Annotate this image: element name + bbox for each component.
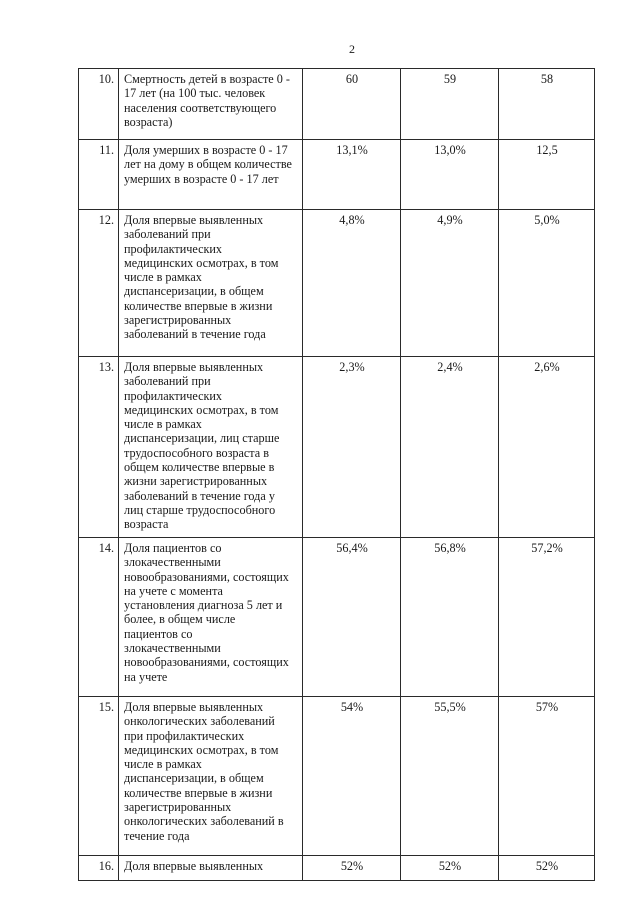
table-row [79, 69, 595, 140]
table-row [79, 538, 595, 697]
page-number: 2 [349, 42, 355, 56]
value-col-1: 60 [303, 69, 401, 140]
row-description: Доля впервые выявленных заболеваний при профилактических медицинских осмотрах, в том числе в рамках диспансеризации, в общем количестве впервые в жизни зарегистрированных заболеваний в течение года [119, 210, 303, 357]
row-description: Смертность детей в возрасте 0 - 17 лет (на 100 тыс. человек населения соответствующего возраста) [119, 69, 303, 140]
row-number: 11. [79, 140, 119, 210]
table-row [79, 140, 595, 210]
value-col-1: 13,1% [303, 140, 401, 210]
table-row [79, 210, 595, 357]
value-col-2: 55,5% [401, 697, 499, 856]
row-description: Доля пациентов со злокачественными новообразованиями, состоящих на учете с момента установления диагноза 5 лет и более, в общем числе пациентов со злокачественными новообразованиями, состоящих на учете [119, 538, 303, 697]
value-col-2: 4,9% [401, 210, 499, 357]
value-col-3: 2,6% [499, 357, 595, 538]
indicators-table [78, 68, 595, 881]
value-col-1: 2,3% [303, 357, 401, 538]
row-number: 16. [79, 856, 119, 881]
value-col-3: 58 [499, 69, 595, 140]
value-col-2: 52% [401, 856, 499, 881]
row-number: 13. [79, 357, 119, 538]
value-col-2: 13,0% [401, 140, 499, 210]
row-number: 14. [79, 538, 119, 697]
row-number: 15. [79, 697, 119, 856]
table-row [79, 856, 595, 881]
value-col-1: 56,4% [303, 538, 401, 697]
table-row [79, 357, 595, 538]
row-description: Доля впервые выявленных [119, 856, 303, 881]
row-description: Доля умерших в возрасте 0 - 17 лет на дому в общем количестве умерших в возрасте 0 - 17 лет [119, 140, 303, 210]
row-description: Доля впервые выявленных заболеваний при профилактических медицинских осмотрах, в том числе в рамках диспансеризации, лиц старше трудоспособного возраста в общем количестве впервые в жизни зарегистрированных заболеваний в течение года у лиц старше трудоспособного возраста [119, 357, 303, 538]
value-col-1: 54% [303, 697, 401, 856]
value-col-2: 56,8% [401, 538, 499, 697]
value-col-1: 52% [303, 856, 401, 881]
value-col-3: 57,2% [499, 538, 595, 697]
value-col-2: 59 [401, 69, 499, 140]
value-col-3: 5,0% [499, 210, 595, 357]
value-col-1: 4,8% [303, 210, 401, 357]
table-row [79, 697, 595, 856]
row-number: 10. [79, 69, 119, 140]
value-col-2: 2,4% [401, 357, 499, 538]
row-description: Доля впервые выявленных онкологических заболеваний при профилактических медицинских осмотрах, в том числе в рамках диспансеризации, в общем количестве впервые в жизни зарегистрированных онкологических заболеваний в течение года [119, 697, 303, 856]
row-number: 12. [79, 210, 119, 357]
value-col-3: 52% [499, 856, 595, 881]
value-col-3: 12,5 [499, 140, 595, 210]
value-col-3: 57% [499, 697, 595, 856]
